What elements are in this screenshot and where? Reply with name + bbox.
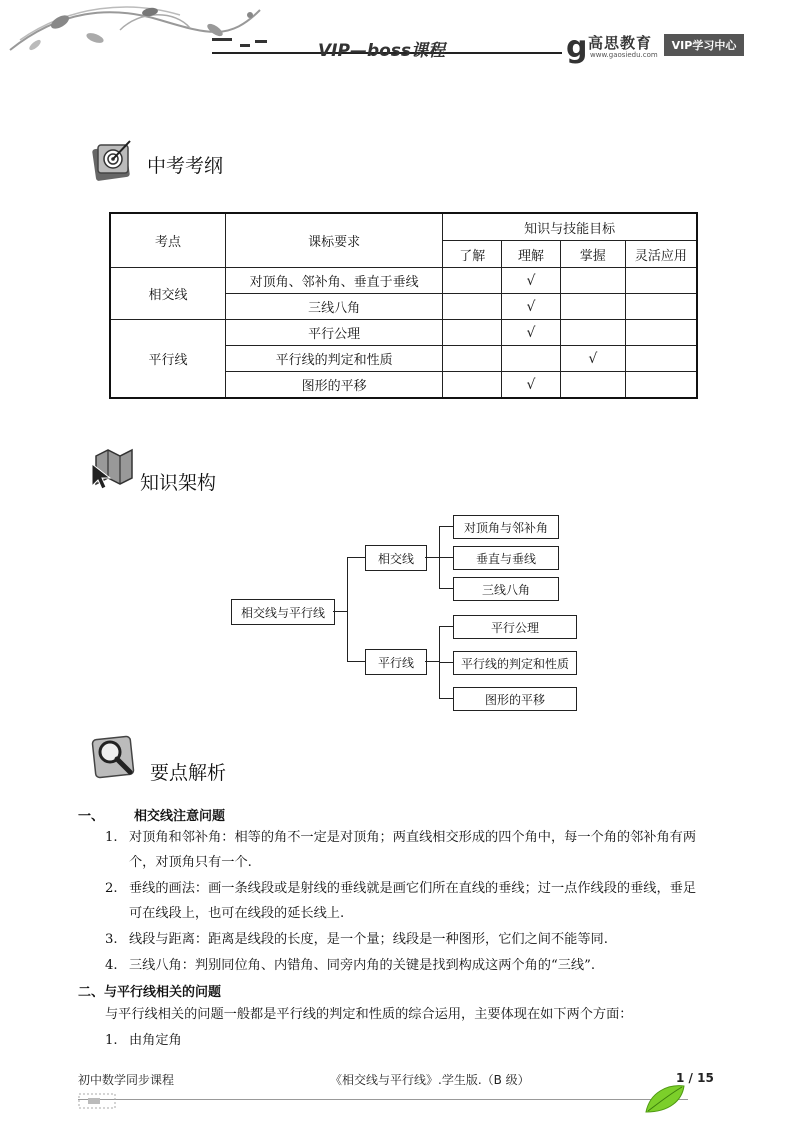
framework-leaf: 平行公理 <box>453 615 577 639</box>
level-cell <box>560 294 625 320</box>
header-dash <box>255 40 267 43</box>
section-title-framework: 知识架构 <box>140 472 217 494</box>
item-text: 三线八角：判别同位角、内错角、同旁内角的关键是找到构成这两个角的“三线”. <box>129 958 596 973</box>
item-text: 由角定角 <box>129 1033 182 1048</box>
connector <box>439 698 453 699</box>
connector <box>439 588 453 589</box>
item-text: 对顶角和邻补角：相等的角不一定是对顶角；两直线相交形成的四个角中，每一个角的邻补角有两 <box>129 830 697 845</box>
level-cell <box>560 320 625 346</box>
section-title-syllabus: 中考考纲 <box>147 155 224 177</box>
part1-number: 一、 <box>78 809 105 824</box>
check-mark: √ <box>502 268 561 294</box>
requirement-cell: 三线八角 <box>226 294 443 320</box>
check-mark: √ <box>502 372 561 399</box>
check-mark: √ <box>502 320 561 346</box>
map-cursor-icon <box>88 442 136 490</box>
framework-root: 相交线与平行线 <box>231 599 335 625</box>
target-book-icon <box>88 137 136 185</box>
header-dash <box>212 38 232 41</box>
header-swirl-decoration <box>0 0 330 60</box>
framework-leaf: 平行线的判定和性质 <box>453 651 577 675</box>
footer-doc-title: 《相交线与平行线》.学生版.（B 级） <box>330 1073 530 1087</box>
syllabus-table <box>109 212 698 399</box>
page-total: 15 <box>697 1071 714 1085</box>
footer-logo-small-icon <box>78 1092 118 1110</box>
level-cell <box>625 268 697 294</box>
connector <box>425 557 439 558</box>
level-cell <box>443 294 502 320</box>
item-text-cont: 可在线段上，也可在线段的延长线上. <box>129 906 345 921</box>
requirement-cell: 对顶角、邻补角、垂直于垂线 <box>226 268 443 294</box>
header-dash <box>240 44 250 47</box>
item-number: 4. <box>105 958 118 973</box>
item-number: 1. <box>105 1033 118 1048</box>
connector <box>347 661 365 662</box>
framework-branch-intersecting: 相交线 <box>365 545 427 571</box>
framework-branch-parallel: 平行线 <box>365 649 427 675</box>
level-cell <box>443 346 502 372</box>
logo-url: www.gaosiedu.com <box>590 51 658 59</box>
level-header: 理解 <box>502 241 561 268</box>
connector <box>439 662 453 663</box>
connector <box>347 557 348 661</box>
item-text: 垂线的画法：画一条线段或是射线的垂线就是画它们所在直线的垂线；过一点作线段的垂线，垂足 <box>129 881 697 896</box>
framework-leaf: 图形的平移 <box>453 687 577 711</box>
level-cell <box>560 268 625 294</box>
level-cell <box>443 268 502 294</box>
connector <box>425 661 439 662</box>
item-text: 线段与距离：距离是线段的长度，是一个量；线段是一种图形，它们之间不能等同. <box>129 932 608 947</box>
page-separator: / <box>684 1071 698 1085</box>
col-header-point: 考点 <box>110 213 226 268</box>
item-number: 1. <box>105 830 118 845</box>
item-number: 2. <box>105 881 118 896</box>
framework-leaf: 垂直与垂线 <box>453 546 559 570</box>
part1-title: 相交线注意问题 <box>134 809 226 824</box>
level-header: 了解 <box>443 241 502 268</box>
part2-intro: 与平行线相关的问题一般都是平行线的判定和性质的综合运用，主要体现在如下两个方面： <box>105 1007 633 1022</box>
level-cell <box>560 372 625 399</box>
connector <box>439 526 453 527</box>
logo-mark: g <box>566 30 588 65</box>
requirement-cell: 平行线的判定和性质 <box>226 346 443 372</box>
logo-name: 高思教育 <box>588 34 653 52</box>
framework-leaf: 对顶角与邻补角 <box>453 515 559 539</box>
level-cell <box>443 372 502 399</box>
requirement-cell: 图形的平移 <box>226 372 443 399</box>
check-mark: √ <box>560 346 625 372</box>
level-cell <box>625 372 697 399</box>
footer-course: 初中数学同步课程 <box>78 1073 175 1087</box>
connector <box>439 557 453 558</box>
connector <box>333 611 347 612</box>
level-header: 灵活应用 <box>625 241 697 268</box>
item-number: 3. <box>105 932 118 947</box>
level-cell <box>625 320 697 346</box>
framework-leaf: 三线八角 <box>453 577 559 601</box>
col-header-goal: 知识与技能目标 <box>443 213 697 241</box>
level-cell <box>625 294 697 320</box>
leaf-icon <box>642 1082 688 1116</box>
item-text-cont: 个，对顶角只有一个. <box>129 855 252 870</box>
level-header: 掌握 <box>560 241 625 268</box>
vip-center-badge: VIP学习中心 <box>664 34 744 56</box>
connector <box>347 557 365 558</box>
part2-title: 二、与平行线相关的问题 <box>78 985 222 1000</box>
page-current: 1 <box>676 1071 685 1085</box>
magnifier-icon <box>90 732 138 780</box>
section-title-keypoints: 要点解析 <box>150 762 227 784</box>
group-name: 平行线 <box>110 320 226 399</box>
course-title: VIP—boss课程 <box>318 41 446 61</box>
level-cell <box>625 346 697 372</box>
check-mark: √ <box>502 294 561 320</box>
col-header-requirement: 课标要求 <box>226 213 443 268</box>
level-cell <box>502 346 561 372</box>
connector <box>439 626 453 627</box>
group-name: 相交线 <box>110 268 226 320</box>
requirement-cell: 平行公理 <box>226 320 443 346</box>
level-cell <box>443 320 502 346</box>
footer-rule <box>78 1099 688 1100</box>
